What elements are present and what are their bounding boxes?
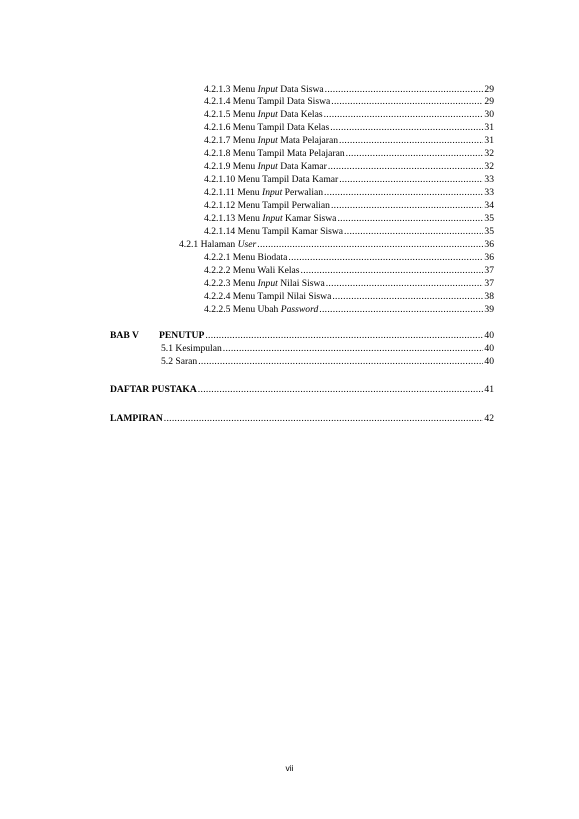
toc-page: 35	[484, 213, 494, 224]
toc-page: 42	[484, 413, 494, 424]
toc-entry-chapter[interactable]: PENUTUP ..... 40	[159, 330, 494, 342]
toc-entry[interactable]: 4.2.1.7 Menu Input Mata Pelajaran ..... 31	[204, 135, 494, 147]
toc-page: 31	[484, 122, 494, 133]
toc-entry[interactable]: 4.2.1.14 Menu Tampil Kamar Siswa ..... 35	[204, 226, 494, 238]
toc-page: 36	[484, 239, 494, 250]
toc-page: 35	[484, 226, 494, 237]
toc-page: 31	[484, 135, 494, 146]
toc-page: 33	[484, 187, 494, 198]
toc-page: 40	[484, 343, 494, 354]
toc-page: 33	[484, 174, 494, 185]
toc-page: 40	[484, 330, 494, 341]
toc-page: 40	[484, 356, 494, 367]
toc-entry[interactable]: 5.1 Kesimpulan ..... 40	[161, 343, 494, 355]
toc-entry[interactable]: 4.2.1.8 Menu Tampil Mata Pelajaran ..... 32	[204, 148, 494, 160]
toc-entry[interactable]: 4.2.2.3 Menu Input Nilai Siswa ..... 37	[204, 278, 494, 290]
toc-entry[interactable]: 4.2.2.1 Menu Biodata ..... 36	[204, 252, 494, 264]
toc-page: 37	[484, 265, 494, 276]
toc-page: 29	[484, 96, 494, 107]
chapter-label: BAB V	[110, 330, 139, 341]
toc-entry[interactable]: 4.2.1.10 Menu Tampil Data Kamar ..... 33	[204, 174, 494, 186]
toc-entry[interactable]: 4.2.1.3 Menu Input Data Siswa ..... 29	[204, 84, 494, 96]
toc-page: 37	[484, 278, 494, 289]
toc-entry[interactable]: 4.2.2.2 Menu Wali Kelas ..... 37	[204, 265, 494, 277]
toc-entry[interactable]: 4.2.1 Halaman User ..... 36	[179, 239, 494, 251]
toc-entry[interactable]: 4.2.1.13 Menu Input Kamar Siswa ..... 35	[204, 213, 494, 225]
toc-page: 38	[484, 291, 494, 302]
toc-entry[interactable]: 4.2.1.9 Menu Input Data Kamar ..... 32	[204, 161, 494, 173]
toc-page: 36	[484, 252, 494, 263]
toc-page: 39	[484, 304, 494, 315]
toc-entry[interactable]: 5.2 Saran ..... 40	[161, 356, 494, 368]
toc-page: 41	[484, 384, 494, 395]
toc-page: 30	[484, 109, 494, 120]
toc-entry[interactable]: 4.2.1.4 Menu Tampil Data Siswa ..... 29	[204, 96, 494, 108]
toc-page: 29	[484, 84, 494, 95]
toc-page: 32	[484, 148, 494, 159]
page-number: vii	[285, 763, 294, 773]
toc-entry[interactable]: 4.2.1.12 Menu Tampil Perwalian ..... 34	[204, 200, 494, 212]
toc-entry-appendix[interactable]: LAMPIRAN ..... 42	[110, 413, 494, 425]
toc-entry[interactable]: 4.2.1.6 Menu Tampil Data Kelas ..... 31	[204, 122, 494, 134]
toc-page: 34	[484, 200, 494, 211]
toc-entry[interactable]: 4.2.1.5 Menu Input Data Kelas ..... 30	[204, 109, 494, 121]
toc-entry[interactable]: 4.2.2.5 Menu Ubah Password ..... 39	[204, 304, 494, 316]
toc-entry[interactable]: 4.2.1.11 Menu Input Perwalian ..... 33	[204, 187, 494, 199]
toc-entry-bibliography[interactable]: DAFTAR PUSTAKA ..... 41	[110, 384, 494, 396]
toc-entry[interactable]: 4.2.2.4 Menu Tampil Nilai Siswa ..... 38	[204, 291, 494, 303]
toc-page: 32	[484, 161, 494, 172]
